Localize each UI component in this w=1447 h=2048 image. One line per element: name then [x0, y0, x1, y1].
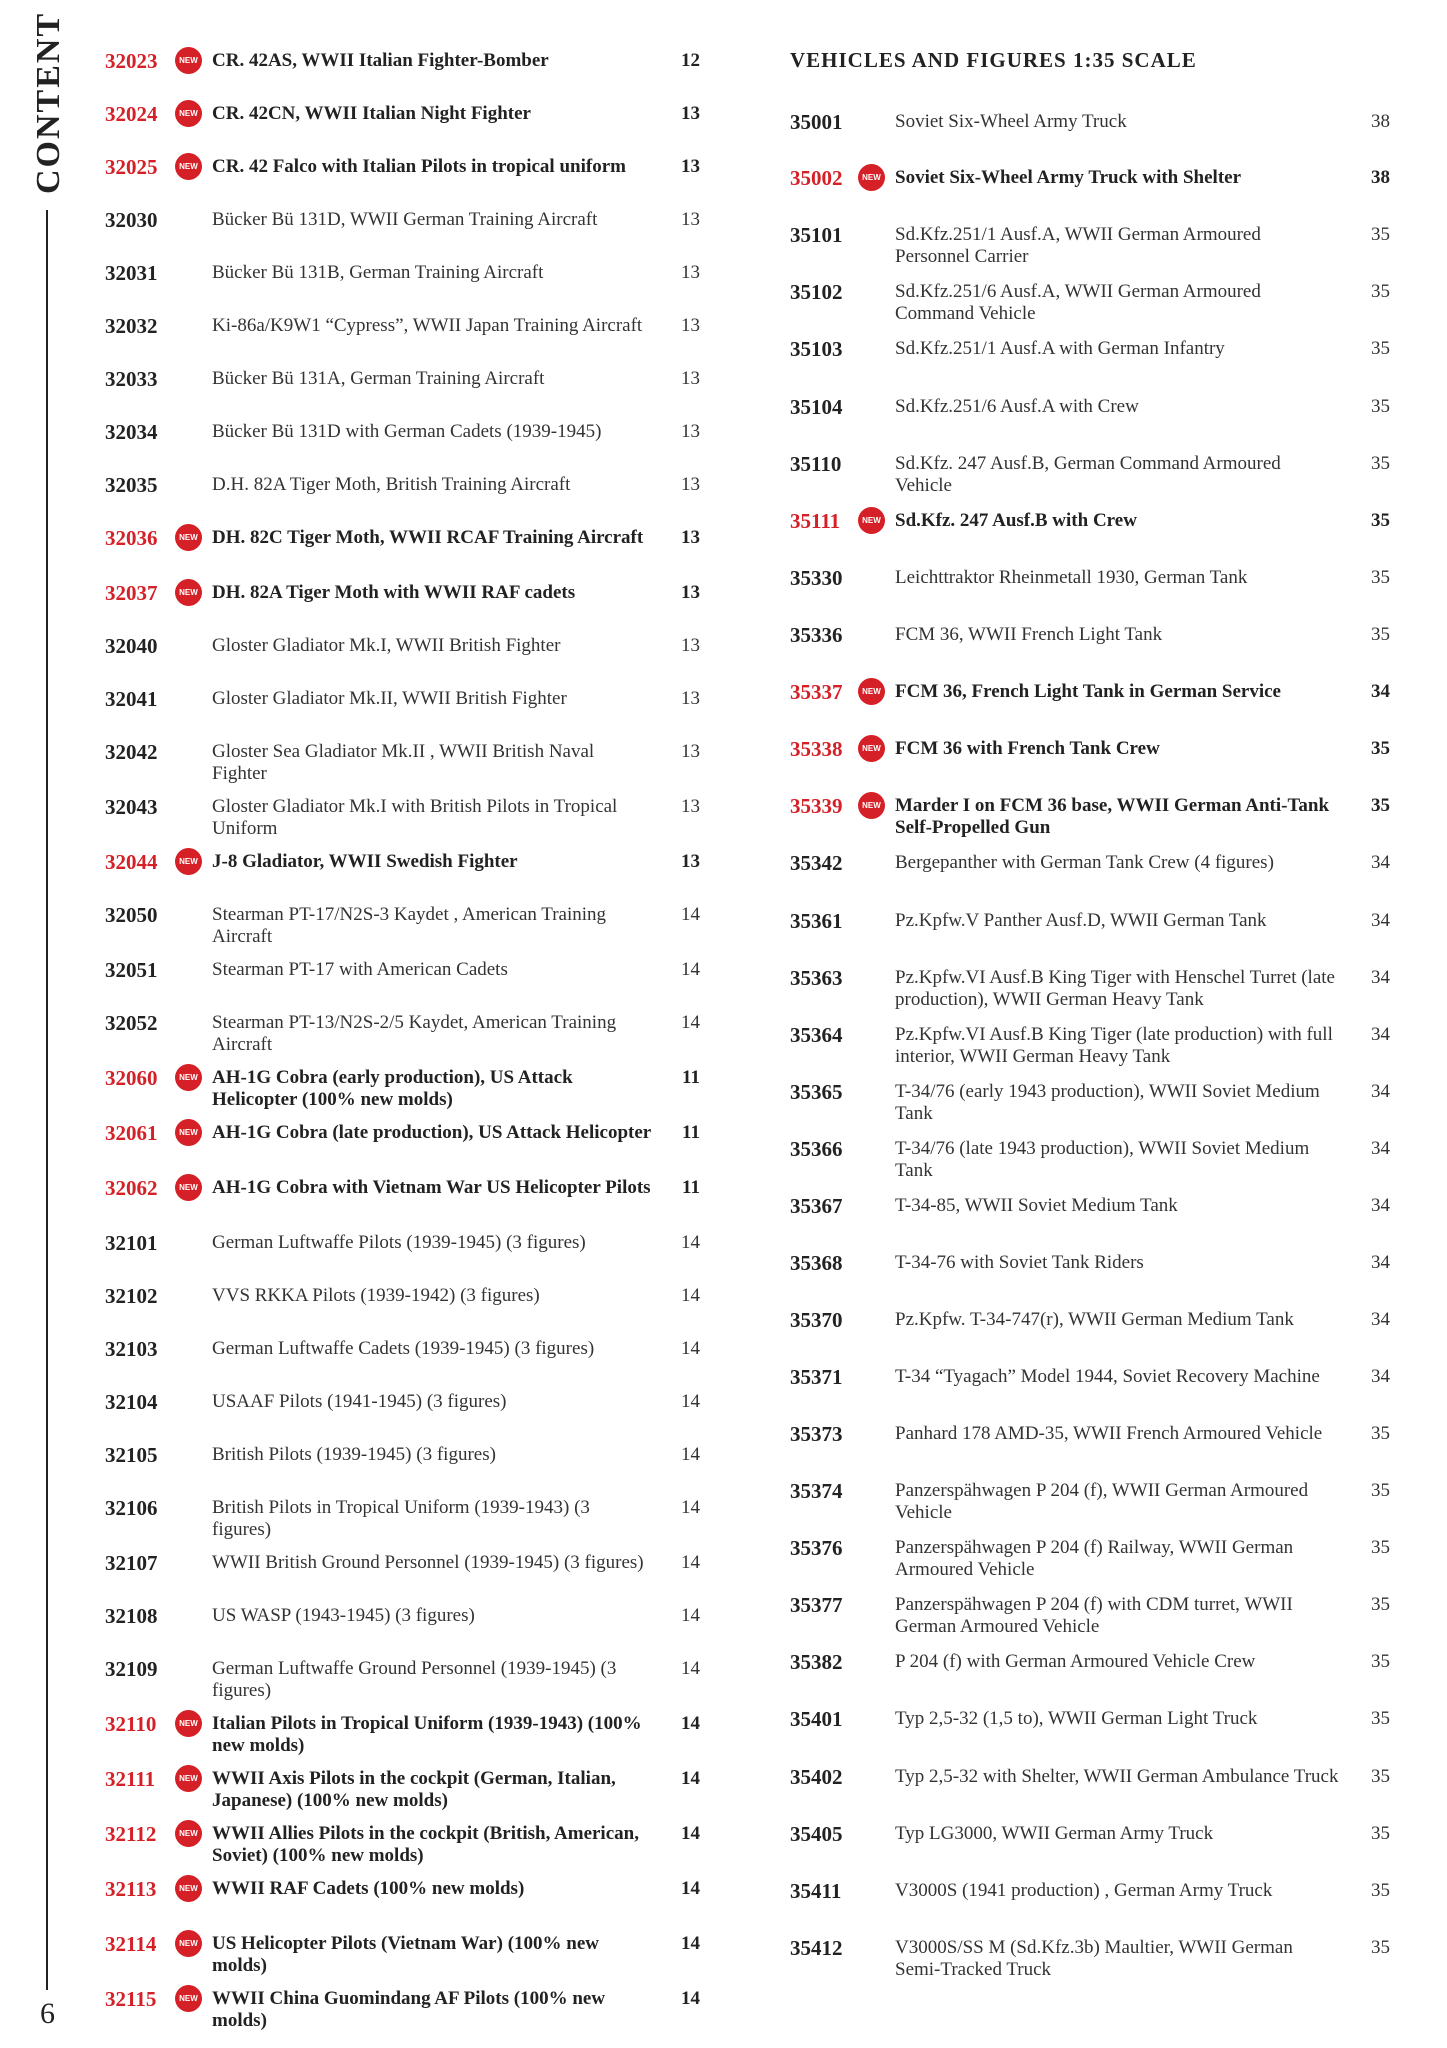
- item-code: 32104: [105, 1390, 158, 1414]
- item-code: 35103: [790, 337, 843, 361]
- item-code: 32105: [105, 1443, 158, 1467]
- item-description: WWII Allies Pilots in the cockpit (British, American, Soviet) (100% new molds): [212, 1823, 639, 1866]
- item-page: 35: [1371, 224, 1390, 245]
- item-description: V3000S/SS M (Sd.Kfz.3b) Maultier, WWII German Semi-Tracked Truck: [895, 1937, 1293, 1980]
- item-page: 13: [681, 421, 700, 442]
- item-code: 32041: [105, 687, 158, 711]
- item-description: DH. 82C Tiger Moth, WWII RCAF Training Aircraft: [212, 527, 644, 548]
- item-code: 32112: [105, 1822, 157, 1846]
- item-code: 35401: [790, 1707, 843, 1731]
- item-page: 14: [681, 1444, 700, 1465]
- item-page: 35: [1371, 338, 1390, 359]
- item-description: Pz.Kpfw. T-34-747(r), WWII German Medium Tank: [895, 1309, 1294, 1330]
- item-page: 13: [681, 851, 700, 872]
- new-badge: NEW: [175, 1765, 202, 1792]
- item-description: VVS RKKA Pilots (1939-1942) (3 figures): [212, 1285, 540, 1306]
- item-page: 35: [1371, 453, 1390, 474]
- item-page: 11: [682, 1177, 700, 1198]
- item-page: 35: [1371, 567, 1390, 588]
- item-page: 14: [681, 1012, 700, 1033]
- item-code: 32031: [105, 261, 158, 285]
- item-description: Bücker Bü 131A, German Training Aircraft: [212, 368, 545, 389]
- item-page: 14: [681, 1391, 700, 1412]
- item-description: Typ 2,5-32 with Shelter, WWII German Ambulance Truck: [895, 1766, 1339, 1787]
- item-page: 35: [1371, 1823, 1390, 1844]
- item-description: Gloster Sea Gladiator Mk.II , WWII British Naval Fighter: [212, 741, 595, 784]
- item-description: US Helicopter Pilots (Vietnam War) (100% new molds): [212, 1933, 599, 1976]
- item-code: 35377: [790, 1593, 843, 1617]
- item-page: 35: [1371, 738, 1390, 759]
- item-page: 38: [1371, 167, 1390, 188]
- item-description: Panhard 178 AMD-35, WWII French Armoured Vehicle: [895, 1423, 1323, 1444]
- item-code: 32061: [105, 1121, 158, 1145]
- item-page: 34: [1371, 967, 1390, 988]
- item-code: 32023: [105, 49, 158, 73]
- new-badge: NEW: [858, 735, 885, 762]
- item-description: Gloster Gladiator Mk.I, WWII British Fighter: [212, 635, 561, 656]
- item-description: WWII RAF Cadets (100% new molds): [212, 1878, 525, 1899]
- item-description: Gloster Gladiator Mk.II, WWII British Fighter: [212, 688, 567, 709]
- item-code: 35363: [790, 966, 843, 990]
- item-code: 32101: [105, 1231, 158, 1255]
- item-page: 34: [1371, 1081, 1390, 1102]
- item-code: 32107: [105, 1551, 158, 1575]
- item-code: 32113: [105, 1877, 157, 1901]
- item-code: 35402: [790, 1765, 843, 1789]
- item-page: 34: [1371, 910, 1390, 931]
- item-page: 13: [681, 474, 700, 495]
- item-page: 13: [681, 368, 700, 389]
- item-description: Typ LG3000, WWII German Army Truck: [895, 1823, 1214, 1844]
- item-description: Soviet Six-Wheel Army Truck: [895, 111, 1127, 132]
- item-code: 35412: [790, 1936, 843, 1960]
- new-badge: NEW: [858, 507, 885, 534]
- item-code: 32032: [105, 314, 158, 338]
- item-code: 35365: [790, 1080, 843, 1104]
- item-page: 35: [1371, 795, 1390, 816]
- new-badge: NEW: [175, 1710, 202, 1737]
- item-code: 32034: [105, 420, 158, 444]
- item-page: 14: [681, 1823, 700, 1844]
- item-code: 35102: [790, 280, 843, 304]
- item-description: P 204 (f) with German Armoured Vehicle Crew: [895, 1651, 1256, 1672]
- item-page: 34: [1371, 1309, 1390, 1330]
- new-badge: NEW: [858, 678, 885, 705]
- item-code: 32044: [105, 850, 158, 874]
- item-description: CR. 42 Falco with Italian Pilots in tropical uniform: [212, 156, 626, 177]
- item-description: Sd.Kfz. 247 Ausf.B, German Command Armoured Vehicle: [895, 453, 1281, 496]
- item-page: 34: [1371, 681, 1390, 702]
- item-code: 32062: [105, 1176, 158, 1200]
- item-code: 32033: [105, 367, 158, 391]
- item-description: FCM 36, WWII French Light Tank: [895, 624, 1163, 645]
- item-description: T-34/76 (late 1943 production), WWII Soviet Medium Tank: [895, 1138, 1310, 1181]
- item-code: 32109: [105, 1657, 158, 1681]
- item-code: 32102: [105, 1284, 158, 1308]
- new-badge: NEW: [858, 164, 885, 191]
- new-badge: NEW: [175, 1875, 202, 1902]
- item-description: FCM 36, French Light Tank in German Service: [895, 681, 1281, 702]
- item-page: 14: [681, 1878, 700, 1899]
- item-page: 35: [1371, 1708, 1390, 1729]
- item-code: 32025: [105, 155, 158, 179]
- item-description: FCM 36 with French Tank Crew: [895, 738, 1160, 759]
- item-page: 13: [681, 103, 700, 124]
- item-code: 35373: [790, 1422, 843, 1446]
- item-page: 35: [1371, 396, 1390, 417]
- item-description: J-8 Gladiator, WWII Swedish Fighter: [212, 851, 518, 872]
- item-page: 35: [1371, 624, 1390, 645]
- item-description: British Pilots in Tropical Uniform (1939-1943) (3 figures): [212, 1497, 590, 1540]
- item-page: 14: [681, 1713, 700, 1734]
- item-description: Pz.Kpfw.VI Ausf.B King Tiger (late production) with full interior, WWII German Heavy Tank: [895, 1024, 1333, 1067]
- side-divider: [46, 210, 48, 1990]
- item-description: AH-1G Cobra with Vietnam War US Helicopter Pilots: [212, 1177, 651, 1198]
- new-badge: NEW: [175, 579, 202, 606]
- item-page: 14: [681, 1232, 700, 1253]
- item-description: German Luftwaffe Cadets (1939-1945) (3 figures): [212, 1338, 595, 1359]
- item-description: Bücker Bü 131B, German Training Aircraft: [212, 262, 544, 283]
- item-page: 11: [682, 1067, 700, 1088]
- item-description: CR. 42AS, WWII Italian Fighter-Bomber: [212, 50, 549, 71]
- item-description: US WASP (1943-1945) (3 figures): [212, 1605, 475, 1626]
- item-code: 35342: [790, 851, 843, 875]
- item-code: 32108: [105, 1604, 158, 1628]
- item-code: 35110: [790, 452, 842, 476]
- item-page: 14: [681, 1497, 700, 1518]
- item-page: 35: [1371, 281, 1390, 302]
- item-code: 35337: [790, 680, 843, 704]
- item-page: 13: [681, 582, 700, 603]
- item-description: T-34-85, WWII Soviet Medium Tank: [895, 1195, 1178, 1216]
- item-code: 32035: [105, 473, 158, 497]
- item-code: 35111: [790, 509, 841, 533]
- new-badge: NEW: [175, 100, 202, 127]
- item-description: Typ 2,5-32 (1,5 to), WWII German Light Truck: [895, 1708, 1258, 1729]
- item-description: Italian Pilots in Tropical Uniform (1939-1943) (100% new molds): [212, 1713, 642, 1756]
- item-description: Bergepanther with German Tank Crew (4 figures): [895, 852, 1274, 873]
- item-code: 32052: [105, 1011, 158, 1035]
- item-description: Sd.Kfz.251/6 Ausf.A with Crew: [895, 396, 1139, 417]
- item-code: 32115: [105, 1987, 157, 2011]
- item-description: German Luftwaffe Ground Personnel (1939-1945) (3 figures): [212, 1658, 617, 1701]
- item-code: 32037: [105, 581, 158, 605]
- item-description: Panzerspähwagen P 204 (f) Railway, WWII German Armoured Vehicle: [895, 1537, 1294, 1580]
- item-description: Stearman PT-17/N2S-3 Kaydet , American Training Aircraft: [212, 904, 607, 947]
- item-code: 32043: [105, 795, 158, 819]
- item-code: 32042: [105, 740, 158, 764]
- new-badge: NEW: [175, 1119, 202, 1146]
- item-page: 34: [1371, 1252, 1390, 1273]
- item-description: T-34/76 (early 1943 production), WWII Soviet Medium Tank: [895, 1081, 1320, 1124]
- item-description: AH-1G Cobra (late production), US Attack Helicopter: [212, 1122, 652, 1143]
- item-description: Gloster Gladiator Mk.I with British Pilots in Tropical Uniform: [212, 796, 618, 839]
- item-page: 14: [681, 904, 700, 925]
- item-page: 34: [1371, 1366, 1390, 1387]
- item-code: 35339: [790, 794, 843, 818]
- new-badge: NEW: [175, 848, 202, 875]
- item-page: 38: [1371, 111, 1390, 132]
- item-page: 14: [681, 1552, 700, 1573]
- new-badge: NEW: [858, 792, 885, 819]
- page-number: 6: [40, 1997, 55, 2030]
- item-page: 35: [1371, 1937, 1390, 1958]
- item-code: 35338: [790, 737, 843, 761]
- new-badge: NEW: [175, 1930, 202, 1957]
- new-badge: NEW: [175, 1820, 202, 1847]
- item-description: Panzerspähwagen P 204 (f) with CDM turret, WWII German Armoured Vehicle: [895, 1594, 1293, 1637]
- item-page: 35: [1371, 1651, 1390, 1672]
- new-badge: NEW: [175, 47, 202, 74]
- item-page: 35: [1371, 510, 1390, 531]
- item-description: V3000S (1941 production) , German Army Truck: [895, 1880, 1273, 1901]
- item-description: Sd.Kfz. 247 Ausf.B with Crew: [895, 510, 1137, 531]
- item-code: 32036: [105, 526, 158, 550]
- item-page: 35: [1371, 1766, 1390, 1787]
- item-page: 13: [681, 262, 700, 283]
- item-description: Panzerspähwagen P 204 (f), WWII German Armoured Vehicle: [895, 1480, 1309, 1523]
- item-page: 13: [681, 156, 700, 177]
- new-badge: NEW: [175, 153, 202, 180]
- item-code: 35364: [790, 1023, 843, 1047]
- item-code: 35001: [790, 110, 843, 134]
- item-code: 32114: [105, 1932, 157, 1956]
- item-page: 12: [681, 50, 700, 71]
- new-badge: NEW: [175, 1985, 202, 2012]
- item-code: 35382: [790, 1650, 843, 1674]
- item-page: 11: [682, 1122, 700, 1143]
- item-description: Soviet Six-Wheel Army Truck with Shelter: [895, 167, 1242, 188]
- item-code: 32040: [105, 634, 158, 658]
- item-description: British Pilots (1939-1945) (3 figures): [212, 1444, 496, 1465]
- item-code: 35405: [790, 1822, 843, 1846]
- item-code: 35371: [790, 1365, 843, 1389]
- item-page: 14: [681, 1605, 700, 1626]
- item-page: 35: [1371, 1880, 1390, 1901]
- item-description: Stearman PT-13/N2S-2/5 Kaydet, American Training Aircraft: [212, 1012, 617, 1055]
- item-description: Ki-86a/K9W1 “Cypress”, WWII Japan Training Aircraft: [212, 315, 643, 336]
- item-page: 14: [681, 1285, 700, 1306]
- new-badge: NEW: [175, 1064, 202, 1091]
- item-description: Sd.Kfz.251/1 Ausf.A with German Infantry: [895, 338, 1225, 359]
- item-page: 35: [1371, 1594, 1390, 1615]
- item-code: 35336: [790, 623, 843, 647]
- item-code: 35374: [790, 1479, 843, 1503]
- item-description: WWII British Ground Personnel (1939-1945) (3 figures): [212, 1552, 644, 1573]
- item-description: DH. 82A Tiger Moth with WWII RAF cadets: [212, 582, 576, 603]
- item-page: 14: [681, 959, 700, 980]
- item-page: 13: [681, 635, 700, 656]
- item-code: 32111: [105, 1767, 156, 1791]
- item-description: Sd.Kfz.251/6 Ausf.A, WWII German Armoured Command Vehicle: [895, 281, 1261, 324]
- item-description: WWII China Guomindang AF Pilots (100% new molds): [212, 1988, 606, 2031]
- item-page: 14: [681, 1768, 700, 1789]
- item-page: 13: [681, 315, 700, 336]
- item-description: Bücker Bü 131D with German Cadets (1939-1945): [212, 421, 602, 442]
- item-description: T-34-76 with Soviet Tank Riders: [895, 1252, 1144, 1273]
- new-badge: NEW: [175, 1174, 202, 1201]
- item-description: T-34 “Tyagach” Model 1944, Soviet Recovery Machine: [895, 1366, 1320, 1387]
- item-code: 32051: [105, 958, 158, 982]
- item-code: 35104: [790, 395, 843, 419]
- item-code: 32060: [105, 1066, 158, 1090]
- item-code: 35411: [790, 1879, 842, 1903]
- item-code: 35330: [790, 566, 843, 590]
- item-code: 35367: [790, 1194, 843, 1218]
- new-badge: NEW: [175, 524, 202, 551]
- item-description: Stearman PT-17 with American Cadets: [212, 959, 508, 980]
- item-code: 32103: [105, 1337, 158, 1361]
- item-description: CR. 42CN, WWII Italian Night Fighter: [212, 103, 531, 124]
- item-code: 32106: [105, 1496, 158, 1520]
- item-description: German Luftwaffe Pilots (1939-1945) (3 figures): [212, 1232, 586, 1253]
- item-code: 35376: [790, 1536, 843, 1560]
- item-description: WWII Axis Pilots in the cockpit (German, Italian, Japanese) (100% new molds): [212, 1768, 616, 1811]
- item-page: 34: [1371, 1138, 1390, 1159]
- item-page: 13: [681, 527, 700, 548]
- item-description: Sd.Kfz.251/1 Ausf.A, WWII German Armoured Personnel Carrier: [895, 224, 1261, 267]
- item-page: 34: [1371, 1024, 1390, 1045]
- item-page: 14: [681, 1658, 700, 1679]
- item-description: Pz.Kpfw.V Panther Ausf.D, WWII German Tank: [895, 910, 1267, 931]
- side-label: CONTENT: [30, 11, 67, 194]
- item-page: 13: [681, 741, 700, 762]
- item-description: Leichttraktor Rheinmetall 1930, German Tank: [895, 567, 1248, 588]
- item-page: 13: [681, 209, 700, 230]
- item-code: 32024: [105, 102, 158, 126]
- item-description: D.H. 82A Tiger Moth, British Training Aircraft: [212, 474, 571, 495]
- item-description: Marder I on FCM 36 base, WWII German Anti-Tank Self-Propelled Gun: [895, 795, 1330, 838]
- item-code: 35002: [790, 166, 843, 190]
- section-title: VEHICLES AND FIGURES 1:35 SCALE: [790, 48, 1197, 72]
- item-code: 32030: [105, 208, 158, 232]
- item-code: 32110: [105, 1712, 157, 1736]
- item-description: Pz.Kpfw.VI Ausf.B King Tiger with Henschel Turret (late production), WWII German Heavy Tank: [895, 967, 1335, 1010]
- item-code: 35101: [790, 223, 843, 247]
- item-code: 35361: [790, 909, 843, 933]
- item-page: 35: [1371, 1537, 1390, 1558]
- item-page: 14: [681, 1933, 700, 1954]
- item-description: AH-1G Cobra (early production), US Attack Helicopter (100% new molds): [212, 1067, 573, 1110]
- item-code: 35366: [790, 1137, 843, 1161]
- item-page: 35: [1371, 1480, 1390, 1501]
- item-page: 34: [1371, 852, 1390, 873]
- item-page: 14: [681, 1988, 700, 2009]
- item-code: 32050: [105, 903, 158, 927]
- item-description: USAAF Pilots (1941-1945) (3 figures): [212, 1391, 507, 1412]
- item-code: 35370: [790, 1308, 843, 1332]
- item-code: 35368: [790, 1251, 843, 1275]
- item-page: 14: [681, 1338, 700, 1359]
- item-page: 34: [1371, 1195, 1390, 1216]
- item-description: Bücker Bü 131D, WWII German Training Aircraft: [212, 209, 598, 230]
- item-page: 35: [1371, 1423, 1390, 1444]
- item-page: 13: [681, 688, 700, 709]
- item-page: 13: [681, 796, 700, 817]
